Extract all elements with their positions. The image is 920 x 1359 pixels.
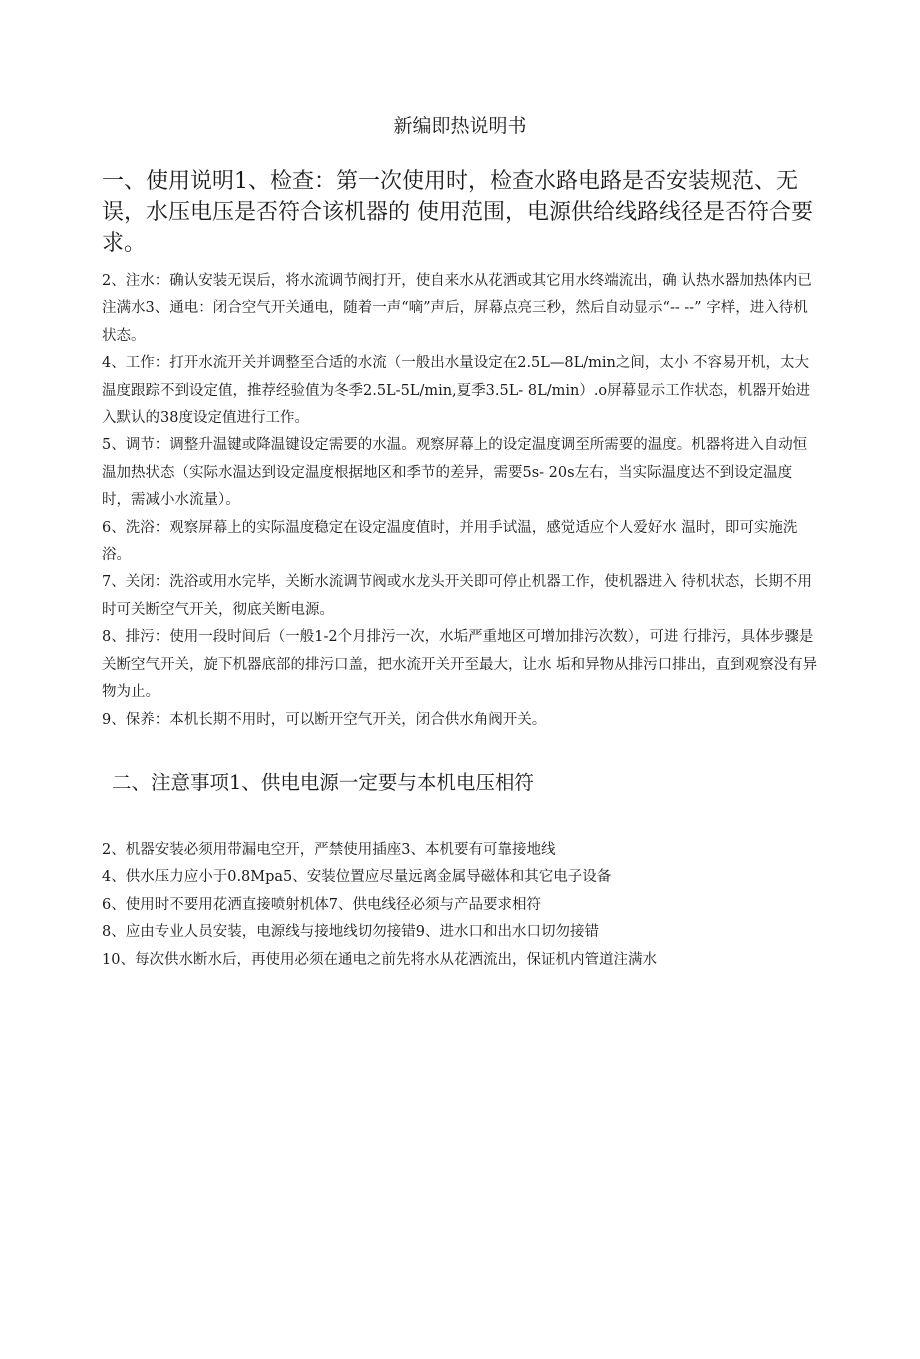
section2-item-8-9: 8、应由专业人员安装，电源线与接地线切勿接错9、进水口和出水口切勿接错 <box>102 924 599 941</box>
section2-item-4-5: 4、供水压力应小于0.8Mpa5、安装位置应尽量远离金属导磁体和其它电子设备 <box>102 869 612 886</box>
section2-item-10: 10、每次供水断水后，再使用必须在通电之前先将水从花洒流出，保证机内管道注满水 <box>102 951 657 968</box>
section1-list <box>102 268 818 734</box>
section2-heading: 二、注意事项1、供电电源一定要与本机电压相符 <box>112 771 534 794</box>
section2-list <box>102 837 818 974</box>
section1-item-operation: 4、工作：打开水流开关并调整至合适的水流（一般出水量设定在2.5L—8L/min之间，太小 不容易开机，太大温度跟踪不到设定值，推荐经验值为冬季2.5L-5L/min,夏季3.5L- 8L/min）.o屏幕显示工作状态，机器开始进入默认的38度设定值进行工作。 <box>102 355 811 427</box>
section2-item-2-3: 2、机器安装必须用带漏电空开，严禁使用插座3、本机要有可靠接地线 <box>102 842 556 858</box>
section1-item-bathing: 6、洗浴：观察屏幕上的实际温度稳定在设定温度值时，并用手试温，感觉适应个人爱好水 温时，即可实施洗浴。 <box>102 519 798 564</box>
section1-item-adjust: 5、调节：调整升温键或降温键设定需要的水温。观察屏幕上的设定温度调至所需要的温度。机器将进入自动恒温加热状态（实际水温达到设定温度根据地区和季节的差异，需要5s- 20s左右，当实际温度达不到设定温度时，需减小水流量）。 <box>102 437 808 509</box>
document-title: 新编即热说明书 <box>393 115 527 137</box>
section1-item-drainage: 8、排污：使用一段时间后（一般1-2个月排污一次，水垢严重地区可增加排污次数），可进 行排污，具体步骤是关断空气开关，旋下机器底部的排污口盖，把水流开关开至最大，让水 垢和异物从排污口排出，直到观察没有异物为止。 <box>102 629 818 701</box>
section2-item-6-7: 6、使用时不要用花洒直接喷射机体7、供电线径必须与产品要求相符 <box>102 896 541 913</box>
section1-item-fill-water: 2、注水：确认安装无误后，将水流调节阀打开，使自来水从花洒或其它用水终端流出，确 认热水器加热体内已注满水3、通电：闭合空气开关通电，随着一声“嘀”声后，屏幕点亮三秒，然后自动显示“-- --” 字样，进入待机状态。 <box>102 273 812 344</box>
section1-item-maintenance: 9、保养：本机长期不用时，可以断开空气开关，闭合供水角阀开关。 <box>102 711 547 728</box>
section1-heading: 一、使用说明1、检查：第一次使用时，检查水路电路是否安装规范、无误，水压电压是否符合该机器的 使用范围，电源供给线路线径是否符合要求。 <box>102 169 813 256</box>
section1-item-shutdown: 7、关闭：洗浴或用水完毕，关断水流调节阀或水龙头开关即可停止机器工作，使机器进入 待机状态，长期不用时可关断空气开关，彻底关断电源。 <box>102 574 812 618</box>
